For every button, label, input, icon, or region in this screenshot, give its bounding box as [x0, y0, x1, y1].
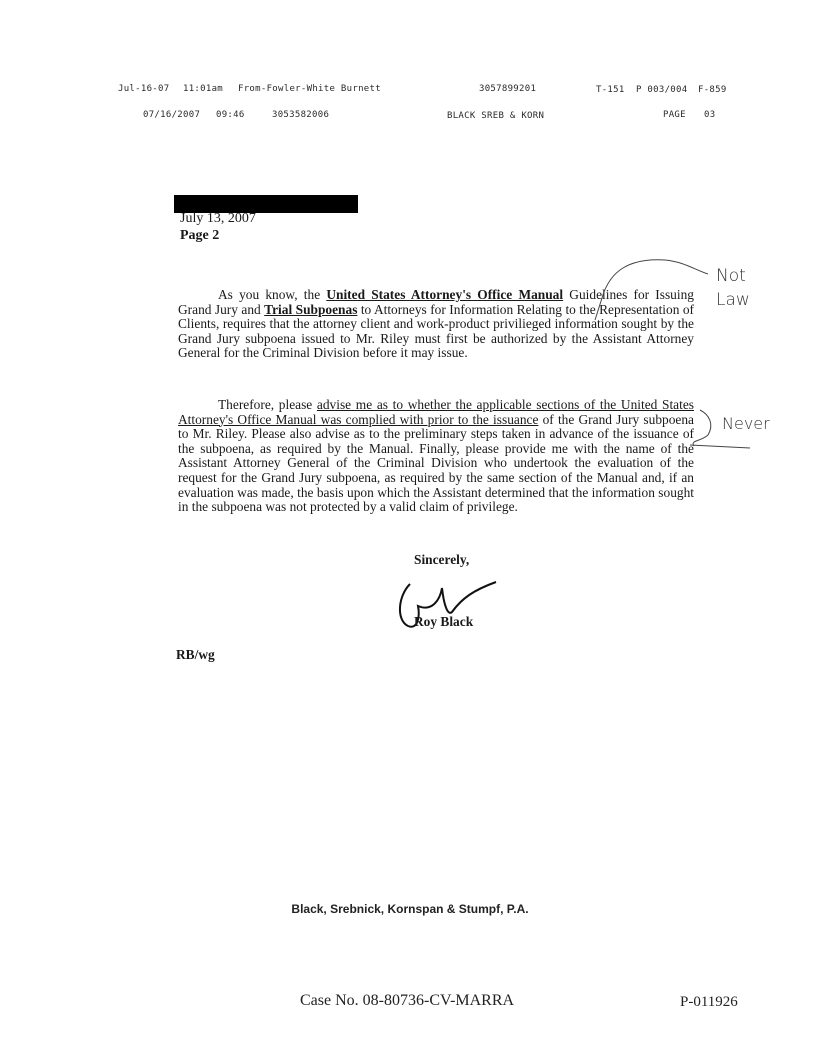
fax2-time: 09:46: [216, 110, 245, 120]
handwritten-note-law: Law: [716, 290, 750, 310]
fax2-page-num: 03: [704, 110, 716, 120]
fax-f-code: F-859: [698, 85, 727, 95]
fax-page: P 003/004: [636, 85, 688, 95]
fax-number: 3057899201: [479, 84, 537, 94]
typist-initials: RB/wg: [176, 647, 215, 662]
letter-date: July 13, 2007: [180, 211, 256, 226]
p1-manual-title: United States Attorney's Office Manual: [326, 287, 564, 302]
p2-body: of the Grand Jury subpoena to Mr. Riley. Please also advise as to the preliminary steps taken in advance of the issuance of the subpoena, as required by the Manual. Finally, please provide me with the name of the Assistant Attorney General of the Criminal Division who undertook the evaluation of the request for the Grand Jury subpoena, as required by the same section of the Manual and, if an evaluation was made, the basis upon which the Assistant determined that the information sought in the subpoena was not protected by a valid claim of privilege.: [178, 411, 694, 515]
fax2-number: 3053582006: [272, 110, 330, 120]
fax-t-code: T-151: [596, 85, 625, 95]
case-number: Case No. 08-80736-CV-MARRA: [300, 992, 515, 1009]
fax-date: Jul-16-07: [118, 84, 170, 94]
p1-body-a: Guidelines for Issuing Grand Jury and: [178, 287, 694, 317]
letter-page-number: Page 2: [180, 228, 220, 243]
footer-firm-name: Black, Srebnick, Kornspan & Stumpf, P.A.: [291, 902, 529, 916]
signer-name: Roy Black: [414, 614, 474, 629]
fax-from: From-Fowler-White Burnett: [238, 84, 381, 94]
p2-underlined-request: advise me as to whether the applicable sections of the United States Attorney's Office Manual was complied with prior to the issuance: [178, 397, 694, 427]
fax2-page-label: PAGE: [663, 110, 686, 120]
p1-body-b: to Attorneys for Information Relating to the Representation of Clients, requires that the attorney client and work-product privilieged information sought by the Grand Jury subpoena issued to Mr. Riley must first be authorized by the Assistant Attorney General for the Criminal Division before it may issue.: [178, 301, 694, 361]
bates-number: P-011926: [680, 994, 738, 1010]
handwritten-note-not: Not: [716, 266, 746, 286]
p1-lead: As you know, the: [218, 287, 327, 302]
closing: Sincerely,: [414, 552, 470, 567]
p1-trial-subpoenas: Trial Subpoenas: [264, 301, 358, 317]
handwritten-note-never: Never: [722, 414, 770, 433]
fax2-firm: BLACK SREB & KORN: [447, 111, 545, 121]
fax-time: 11:01am: [183, 84, 224, 94]
fax2-date: 07/16/2007: [143, 110, 201, 120]
p2-lead: Therefore, please: [218, 397, 317, 412]
